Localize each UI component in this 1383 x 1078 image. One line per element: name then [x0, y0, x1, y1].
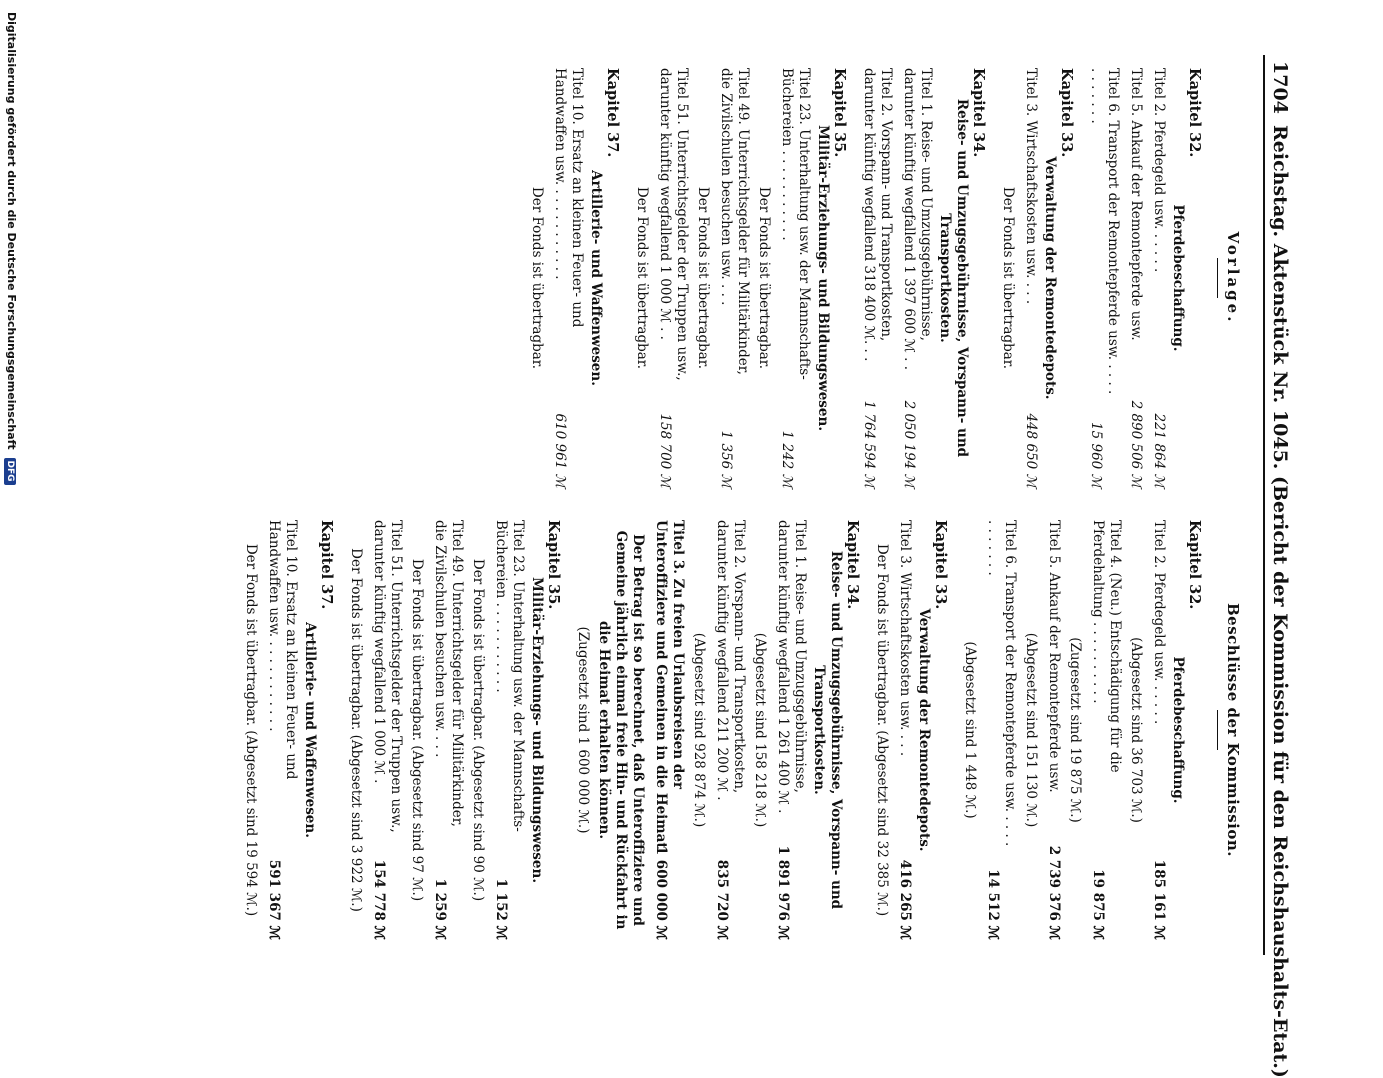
titel-note: Der Fonds ist übertragbar. (Abgesetzt sind 19 594 ℳ.) [243, 543, 259, 917]
titel-note: (Abgesetzt sind 928 874 ℳ.) [691, 632, 707, 828]
titel-note: Der Fonds ist übertragbar. [756, 186, 772, 370]
titel-text: Titel 5. Ankauf der Remontepferde usw. [1128, 68, 1144, 341]
kapitel-section [633, 68, 848, 488]
kapitel-name: Pferdebeschaffung. [1170, 204, 1186, 352]
titel-amount: 1 356 ℳ [718, 430, 734, 488]
titel-entry [896, 520, 913, 940]
titel-text: Titel 51. Unterrichtsgelder der Truppen usw., darunter künftig wegfallend 1 000 ℳ . [371, 520, 404, 833]
titel-text: Titel 3. Wirtschaftskosten usw. . . . [897, 520, 913, 757]
titel-amount: 154 778 ℳ [371, 859, 387, 940]
titel-amount: 15 960 ℳ [1088, 422, 1104, 488]
titel-amount: 2 890 506 ℳ [1128, 400, 1144, 488]
titel-amount: 416 265 ℳ [897, 859, 913, 940]
kapitel-label: Kapitel 34. [970, 68, 987, 158]
titel-amount: 835 720 ℳ [714, 859, 730, 940]
titel-entry [265, 520, 299, 940]
kapitel-name: Artillerie- und Waffenwesen. [302, 622, 318, 838]
titel-text: Titel 51. Unterrichtsgelder der Truppen usw., darunter künftig wegfallend 1 000 ℳ . . [657, 68, 690, 381]
title-rule [1217, 258, 1218, 298]
titel-note: Der Fonds ist übertragbar. (Abgesetzt sind 90 ℳ.) [470, 558, 486, 902]
kapitel-section [961, 520, 1203, 940]
titel-entry [492, 520, 526, 940]
kapitel-section [999, 68, 1075, 488]
page-number: 1704 [1269, 61, 1291, 114]
kapitel-section [347, 520, 562, 940]
titel-amount: 14 512 ℳ [985, 869, 1001, 940]
credit-text: Digitalisierung gefördert durch die Deutsche Forschungsgemeinschaft [5, 12, 18, 450]
kapitel-name: Reise- und Umzugsgebührnisse, Vorspann- und Transportkosten. [937, 98, 970, 458]
left-column-title: Vorlage. [1224, 231, 1242, 325]
titel-entry [1150, 520, 1167, 940]
titel-text: Titel 23. Unterhaltung usw. der Mannschafts-Büchereien . . . . . . . . . . . [779, 68, 812, 380]
titel-amount: 448 650 ℳ [1023, 413, 1039, 488]
titel-entry [1087, 68, 1121, 488]
titel-text: Titel 10. Ersatz an kleinen Feuer- und Handwaffen usw. . . . . . . . . . . . [552, 68, 585, 328]
titel-entry [984, 520, 1018, 940]
titel-entry [713, 520, 747, 940]
kapitel-note: Der Fonds ist übertragbar. [1000, 186, 1016, 370]
titel-amount: 158 700 ℳ [657, 413, 673, 488]
titel-text: Titel 1. Reise- und Umzugsgebührnisse, darunter künftig wegfallend 1 397 600 ℳ . . [901, 68, 934, 371]
titel-amount: 1 764 594 ℳ [861, 400, 877, 488]
titel-text: Titel 2. Pferdegeld usw. . . . . . [1151, 520, 1167, 725]
titel-note: (Zugesetzt sind 19 875 ℳ.) [1067, 637, 1083, 823]
titel-amount: 1 891 976 ℳ [775, 845, 791, 940]
titel-amount: 2 739 376 ℳ [1046, 845, 1062, 940]
kapitel-name: Pferdebeschaffung. [1170, 656, 1186, 804]
kapitel-name: Militär-Erziehungs- und Bildungswesen. [815, 124, 831, 432]
kapitel-name: Verwaltung der Remontedepots. [1042, 156, 1058, 400]
left-column-vorlage [524, 68, 1253, 488]
titel-text: Titel 2. Vorspann- und Transportkosten, darunter künftig wegfallend 211 200 ℳ . [714, 520, 747, 801]
titel-note: Der Fonds ist übertragbar. (Abgesetzt sind 97 ℳ.) [409, 558, 425, 902]
titel-text: Titel 10. Ersatz an kleinen Feuer- und Handwaffen usw. . . . . . . . . . . . [266, 520, 299, 780]
kapitel-label: Kapitel 37. [604, 68, 621, 158]
kapitel-label: Kapitel 33. [1058, 68, 1075, 158]
titel-entry [1150, 68, 1167, 488]
titel-amount: 1 152 ℳ [493, 878, 509, 940]
titel-entry [778, 68, 812, 488]
titel-text: Titel 3. Zu freien Urlaubsreisen der Unteroffiziere und Gemeinen in die Heimat [653, 520, 686, 849]
titel-amount: 610 961 ℳ [552, 413, 568, 488]
titel-entry [1045, 520, 1062, 940]
titel-entry [656, 68, 690, 488]
kapitel-section [574, 520, 861, 940]
right-column-title: Beschlüsse der Kommission. [1224, 603, 1242, 857]
page-title: Reichstag. Aktenstück Nr. 1045. (Bericht der Kommission für den Reichshaushalts-Etat.) [1269, 125, 1291, 1078]
titel-note: (Zugesetzt sind 1 600 000 ℳ.) [575, 626, 591, 834]
kapitel-label: Kapitel 37. [318, 520, 335, 610]
titel-text: Titel 6. Transport der Remontepferde usw. . . . . . . . . . . . [985, 520, 1018, 847]
titel-entry [774, 520, 808, 940]
kapitel-section [528, 68, 621, 488]
kapitel-label: Kapitel 32. [1186, 68, 1203, 158]
titel-amount: 185 161 ℳ [1151, 859, 1167, 940]
titel-text: Titel 49. Unterrichtsgelder für Militärkinder, die Zivilschulen besuchen usw. . . . [718, 68, 751, 375]
titel-text: Titel 49. Unterrichtsgelder für Militärkinder, die Zivilschulen besuchen usw. . . . [432, 520, 465, 827]
kapitel-name: Reise- und Umzugsgebührnisse, Vorspann- und Transportkosten. [811, 550, 844, 910]
titel-note: (Abgesetzt sind 151 130 ℳ.) [1023, 632, 1039, 828]
titel-note: (Abgesetzt sind 36 703 ℳ.) [1128, 637, 1144, 823]
titel-entry [1089, 520, 1123, 940]
kapitel-section [873, 520, 949, 940]
kapitel-label: Kapitel 35. [545, 520, 562, 610]
titel-text: Titel 2. Pferdegeld usw. . . . . . [1151, 68, 1167, 273]
titel-explanation: Der Betrag ist so berechnet, daß Unteroffiziere und Gemeine jährlich einmal freie Hin- und Rückfahrt in die Heimat erhalten können. [596, 530, 646, 930]
title-rule [1217, 710, 1218, 750]
titel-text: Titel 4. (Neu.) Entschädigung für die Pferdehaltung . . . . . . . . . . [1090, 520, 1123, 773]
titel-entry [551, 68, 585, 488]
titel-entry [1022, 68, 1039, 488]
titel-text: Titel 23. Unterhaltung usw. der Mannschafts-Büchereien . . . . . . . . . . . [493, 520, 526, 832]
kapitel-name: Militär-Erziehungs- und Bildungswesen. [529, 576, 545, 884]
titel-note: Der Fonds ist übertragbar. [529, 186, 545, 370]
titel-amount: 19 875 ℳ [1090, 869, 1106, 940]
titel-note: (Abgesetzt sind 158 218 ℳ.) [752, 632, 768, 828]
kapitel-label: Kapitel 35. [831, 68, 848, 158]
kapitel-section [860, 68, 987, 488]
kapitel-label: Kapitel 32. [1186, 520, 1203, 610]
titel-note: Der Fonds ist übertragbar. [695, 186, 711, 370]
page-header [1263, 55, 1295, 1078]
titel-entry [370, 520, 404, 940]
digitization-credit [4, 0, 18, 1012]
kapitel-section [1087, 68, 1203, 488]
dfg-logo: DFG [4, 458, 16, 485]
kapitel-label: Kapitel 33. [932, 520, 949, 610]
kapitel-label: Kapitel 34. [844, 520, 861, 610]
kapitel-name: Artillerie- und Waffenwesen. [588, 170, 604, 386]
titel-text: Titel 3. Wirtschaftskosten usw. . . . [1023, 68, 1039, 305]
titel-amount: 591 367 ℳ [266, 859, 282, 940]
titel-entry [1127, 68, 1144, 488]
titel-amount: 1 242 ℳ [779, 430, 795, 488]
titel-amount: 2 050 194 ℳ [901, 400, 917, 488]
titel-note: Der Fonds ist übertragbar. (Abgesetzt sind 3 922 ℳ.) [348, 548, 364, 912]
titel-note: Der Fonds ist übertragbar. [634, 186, 650, 370]
titel-note: Der Fonds ist übertragbar. (Abgesetzt sind 32 385 ℳ.) [874, 543, 890, 917]
titel-entry [717, 68, 751, 488]
titel-text: Titel 2. Vorspann- und Transportkosten, darunter künftig wegfallend 318 400 ℳ. . . [861, 68, 894, 362]
kapitel-section [242, 520, 335, 940]
titel-text: Titel 1. Reise- und Umzugsgebührnisse, darunter künftig wegfallend 1 261 400 ℳ . [775, 520, 808, 814]
titel-entry [431, 520, 465, 940]
titel-text: Titel 5. Ankauf der Remontepferde usw. [1046, 520, 1062, 793]
titel-amount: 1 259 ℳ [432, 878, 448, 940]
titel-text: Titel 6. Transport der Remontepferde usw. . . . . . . . . . . . [1088, 68, 1121, 395]
right-column-beschluesse [238, 520, 1253, 940]
titel-entry [652, 520, 686, 940]
titel-entry [860, 68, 894, 488]
kapitel-name: Verwaltung der Remontedepots. [916, 608, 932, 852]
titel-note: (Abgesetzt sind 1 448 ℳ.) [962, 641, 978, 819]
titel-amount: 221 864 ℳ [1151, 413, 1167, 488]
titel-amount: 1 600 000 ℳ [653, 845, 669, 940]
titel-entry [900, 68, 934, 488]
